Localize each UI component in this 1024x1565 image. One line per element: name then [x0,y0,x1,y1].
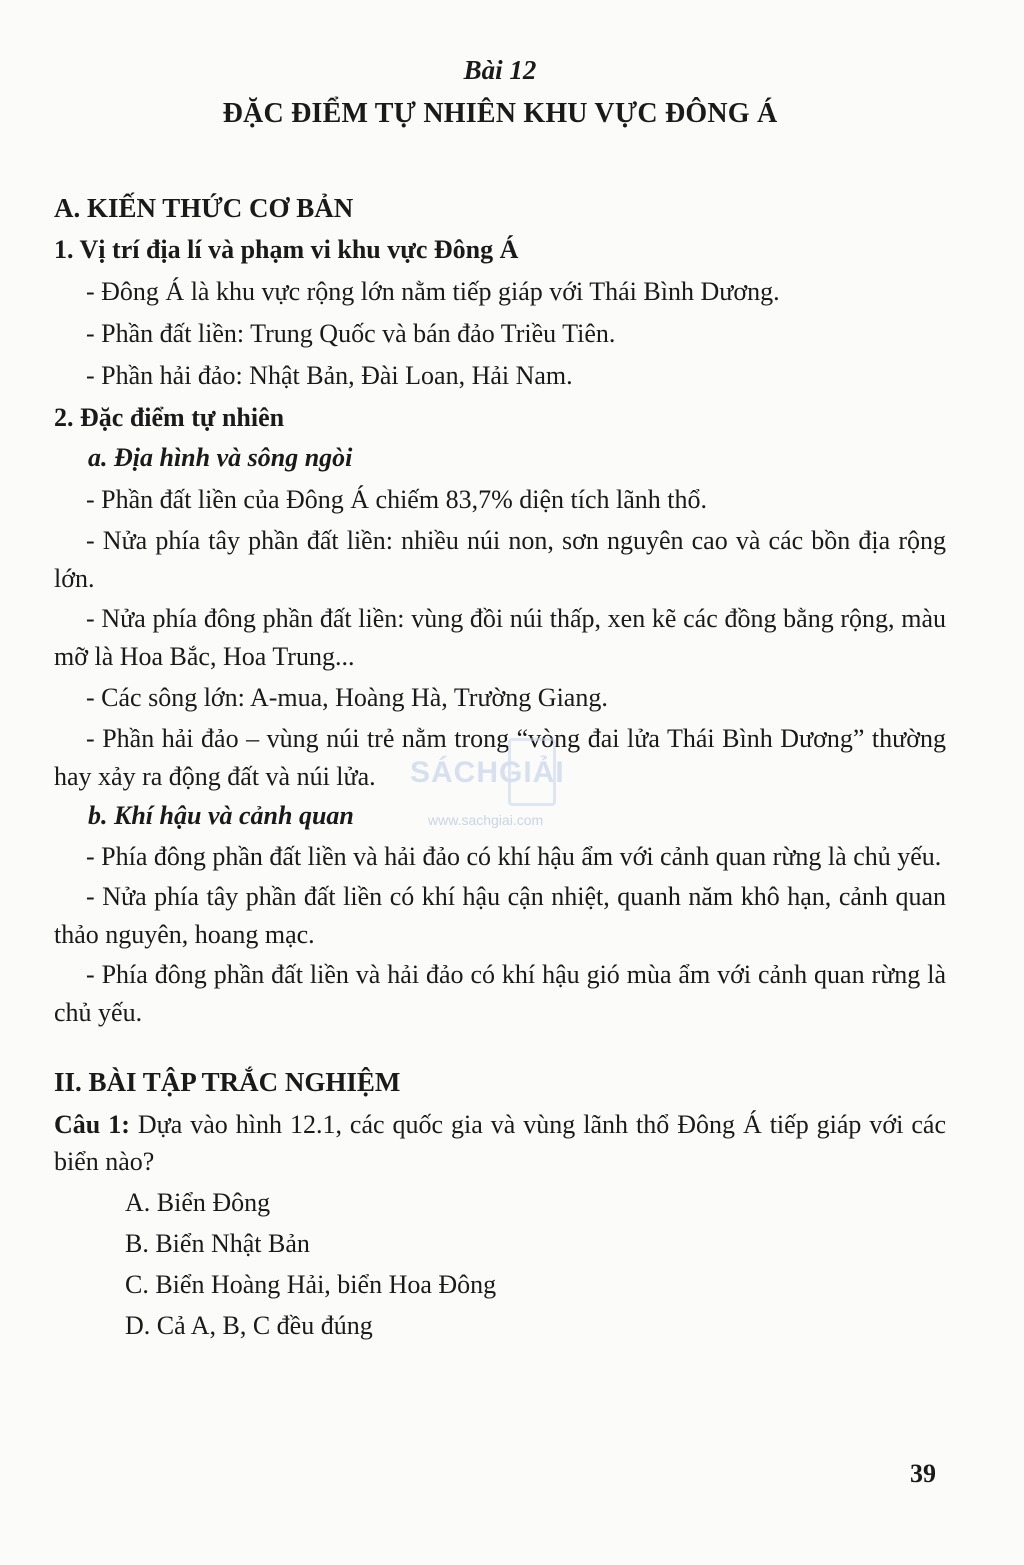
lesson-title: ĐẶC ĐIỂM TỰ NHIÊN KHU VỰC ĐÔNG Á [222,98,778,129]
sub-b-heading: b. Khí hậu và cảnh quan [88,801,354,830]
option-b: B. Biển Nhật Bản [125,1229,310,1258]
part1-item: - Phần hải đảo: Nhật Bản, Đài Loan, Hải Nam. [86,361,573,390]
watermark-brand: SÁCHGIẢI [410,756,565,789]
part1-heading: 1. Vị trí địa lí và phạm vi khu vực Đông Á [54,235,519,264]
sub-a-item: - Các sông lớn: A-mua, Hoàng Hà, Trường Giang. [86,683,608,712]
section-a-heading: A. KIẾN THỨC CƠ BẢN [54,193,354,223]
question-1 [54,1106,946,1180]
sub-b-item: - Phía đông phần đất liền và hải đảo có khí hậu gió mùa ẩm với cảnh quan rừng là chủ yếu. [54,960,946,1027]
part1-item: - Đông Á là khu vực rộng lớn nằm tiếp giáp với Thái Bình Dương. [86,277,780,306]
question-label: Câu 1: [54,1110,130,1139]
option-c: C. Biển Hoàng Hải, biển Hoa Đông [125,1270,497,1299]
sub-b-item: - Nửa phía tây phần đất liền có khí hậu cận nhiệt, quanh năm khô hạn, cảnh quan thảo nguyên, hoang mạc. [54,882,946,949]
part1-item: - Phần đất liền: Trung Quốc và bán đảo Triều Tiên. [86,319,616,348]
sub-a-item: - Nửa phía đông phần đất liền: vùng đồi núi thấp, xen kẽ các đồng bằng rộng, màu mỡ là Hoa Bắc, Hoa Trung... [54,604,946,671]
option-d: D. Cả A, B, C đều đúng [125,1311,373,1340]
document-page [54,50,946,1346]
lesson-number: Bài 12 [463,55,537,85]
sub-a-heading: a. Địa hình và sông ngòi [88,443,353,472]
watermark-url: www.sachgiai.com [428,812,544,828]
section-b-heading: II. BÀI TẬP TRẮC NGHIỆM [54,1067,401,1097]
question-text: Dựa vào hình 12.1, các quốc gia và vùng lãnh thổ Đông Á tiếp giáp với các biển nào? [54,1110,946,1176]
page-number: 39 [910,1459,936,1488]
sub-a-item: - Phần hải đảo – vùng núi trẻ nằm trong “vòng đai lửa Thái Bình Dương” thường hay xảy ra động đất và núi lửa. [54,724,946,791]
option-a: A. Biển Đông [125,1188,271,1217]
sub-a-item: - Phần đất liền của Đông Á chiếm 83,7% diện tích lãnh thổ. [86,485,707,514]
answer-options [54,1182,946,1346]
sub-b-item: - Phía đông phần đất liền và hải đảo có khí hậu ẩm với cảnh quan rừng là chủ yếu. [86,842,942,871]
part2-heading: 2. Đặc điểm tự nhiên [54,403,285,432]
sub-a-item: - Nửa phía tây phần đất liền: nhiều núi non, sơn nguyên cao và các bồn địa rộng lớn. [54,526,946,593]
